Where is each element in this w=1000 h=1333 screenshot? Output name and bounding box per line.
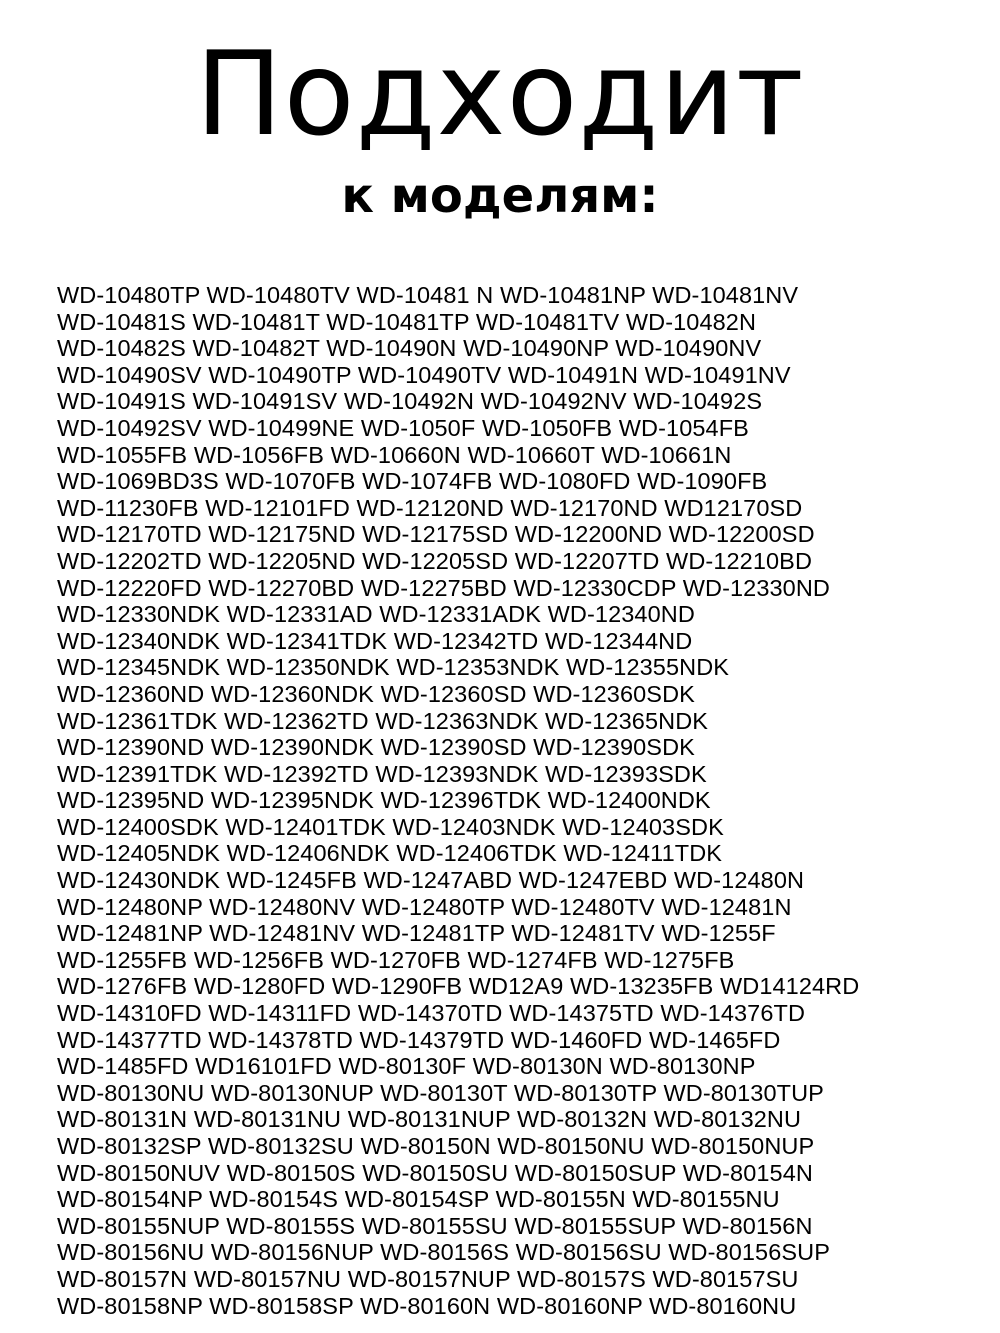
model-list-line: WD-12360ND WD-12360NDK WD-12360SD WD-12360SDK [57, 680, 695, 707]
model-list-line: WD-12391TDK WD-12392TD WD-12393NDK WD-12393SDK [57, 760, 707, 787]
model-list [57, 282, 997, 1319]
model-list-line: WD-12170TD WD-12175ND WD-12175SD WD-12200ND WD-12200SD [57, 521, 815, 548]
model-list-line: WD-80154NP WD-80154S WD-80154SP WD-80155N WD-80155NU [57, 1186, 780, 1213]
model-list-line: WD-14310FD WD-14311FD WD-14370TD WD-14375TD WD-14376TD [57, 1000, 806, 1027]
model-list-line: WD-1055FB WD-1056FB WD-10660N WD-10660T WD-10661N [57, 441, 732, 468]
model-list-line: WD-12220FD WD-12270BD WD-12275BD WD-12330CDP WD-12330ND [57, 574, 830, 601]
page-subtitle: к моделям: [341, 168, 659, 224]
model-list-line: WD-1069BD3S WD-1070FB WD-1074FB WD-1080FD WD-1090FB [57, 468, 768, 495]
model-list-line: WD-80157N WD-80157NU WD-80157NUP WD-80157S WD-80157SU [57, 1265, 799, 1292]
model-list-line: WD-10480TP WD-10480TV WD-10481 N WD-10481NP WD-10481NV [57, 282, 799, 308]
model-list-line: WD-12345NDK WD-12350NDK WD-12353NDK WD-12355NDK [57, 654, 730, 681]
model-list-line: WD-12340NDK WD-12341TDK WD-12342TD WD-12344ND [57, 627, 693, 654]
model-list-line: WD-1485FD WD16101FD WD-80130F WD-80130N WD-80130NP [57, 1053, 756, 1080]
model-list-line: WD-80132SP WD-80132SU WD-80150N WD-80150NU WD-80150NUP [57, 1133, 815, 1159]
model-list-line: WD-10490SV WD-10490TP WD-10490TV WD-10491N WD-10491NV [57, 361, 791, 388]
model-list-line: WD-80150NUV WD-80150S WD-80150SU WD-80150SUP WD-80154N [57, 1159, 813, 1186]
page-title: Подходит [195, 27, 805, 162]
model-list-line: WD-10492SV WD-10499NE WD-1050F WD-1050FB WD-1054FB [57, 414, 749, 441]
model-list-line: WD-80130NU WD-80130NUP WD-80130T WD-80130TP WD-80130TUP [57, 1079, 824, 1106]
model-list-line: WD-80131N WD-80131NU WD-80131NUP WD-80132N WD-80132NU [57, 1106, 802, 1133]
model-list-line: WD-14377TD WD-14378TD WD-14379TD WD-1460FD WD-1465FD [57, 1026, 781, 1053]
model-list-line: WD-12430NDK WD-1245FB WD-1247ABD WD-1247EBD WD-12480N [57, 867, 805, 894]
model-list-line: WD-12480NP WD-12480NV WD-12480TP WD-12480TV WD-12481N [57, 893, 792, 920]
model-list-line: WD-12400SDK WD-12401TDK WD-12403NDK WD-12403SDK [57, 813, 724, 840]
model-list-line: WD-12395ND WD-12395NDK WD-12396TDK WD-12400NDK [57, 787, 711, 814]
model-list-line: WD-12361TDK WD-12362TD WD-12363NDK WD-12365NDK [57, 707, 709, 734]
model-list-line: WD-10482S WD-10482T WD-10490N WD-10490NP WD-10490NV [57, 335, 762, 362]
model-list-line: WD-12390ND WD-12390NDK WD-12390SD WD-12390SDK [57, 734, 695, 761]
model-list-line: WD-12405NDK WD-12406NDK WD-12406TDK WD-12411TDK [57, 840, 723, 867]
model-list-line: WD-12330NDK WD-12331AD WD-12331ADK WD-12340ND [57, 601, 695, 628]
model-list-line: WD-12202TD WD-12205ND WD-12205SD WD-12207TD WD-12210BD [57, 547, 813, 574]
model-list-line: WD-12481NP WD-12481NV WD-12481TP WD-12481TV WD-1255F [57, 920, 776, 947]
model-list-line: WD-80158NP WD-80158SP WD-80160N WD-80160NP WD-80160NU [57, 1292, 797, 1319]
model-list-line: WD-80156NU WD-80156NUP WD-80156S WD-80156SU WD-80156SUP [57, 1239, 831, 1266]
model-list-line: WD-1255FB WD-1256FB WD-1270FB WD-1274FB WD-1275FB [57, 946, 735, 973]
model-list-line: WD-10481S WD-10481T WD-10481TP WD-10481TV WD-10482N [57, 308, 757, 335]
model-list-line: WD-1276FB WD-1280FD WD-1290FB WD12A9 WD-13235FB WD14124RD [57, 973, 860, 1000]
model-list-line: WD-80155NUP WD-80155S WD-80155SU WD-80155SUP WD-80156N [57, 1212, 813, 1239]
model-list-line: WD-10491S WD-10491SV WD-10492N WD-10492NV WD-10492S [57, 388, 763, 415]
model-list-line: WD-11230FB WD-12101FD WD-12120ND WD-12170ND WD12170SD [57, 494, 803, 521]
